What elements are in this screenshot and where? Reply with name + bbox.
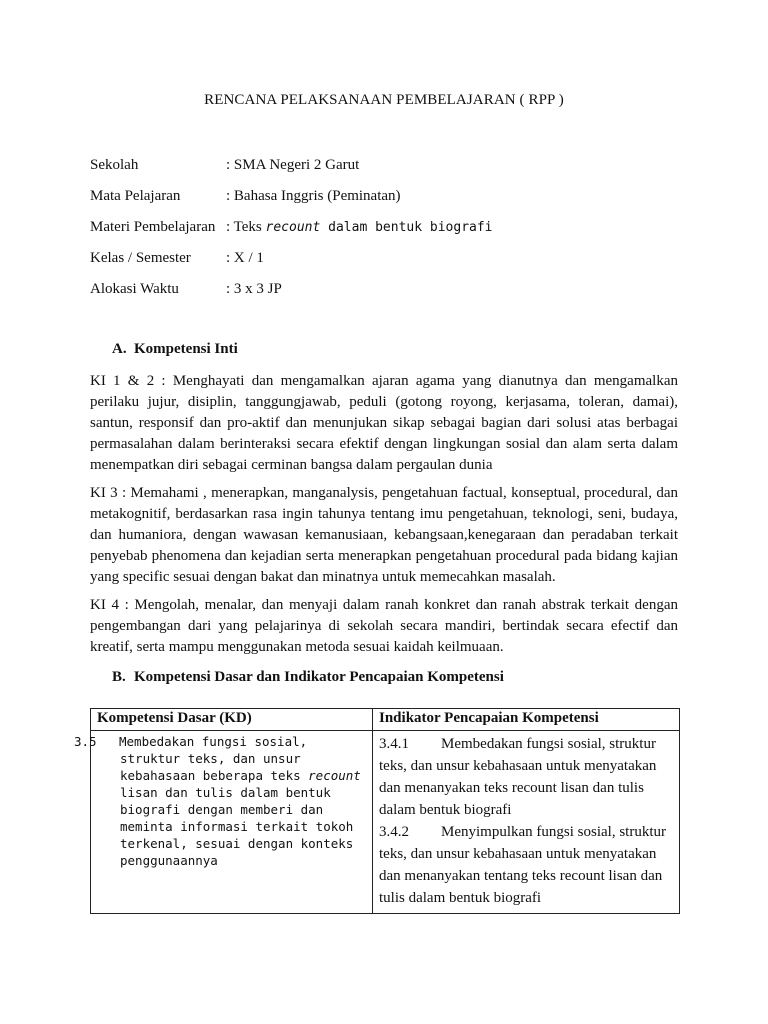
- kd-text-italic: recount: [308, 768, 361, 783]
- indicator-item: [379, 821, 673, 909]
- indicator-cell: [373, 731, 680, 914]
- identity-label: Materi Pembelajaran: [90, 219, 216, 235]
- section-title: Kompetensi Dasar dan Indikator Pencapaian Kompetensi: [134, 669, 504, 685]
- ki-3-paragraph: KI 3 : Memahami , menerapkan, manganalysis, pengetahuan factual, konseptual, procedural, dan metakognitif, berdasarkan rasa ingin tahunya tentang imu pengetahuan, teknologi, seni, budaya, dan humaniora, dengan wawasan kemanusiaan, kebangsaan,kenegaraan dan peradaban terkait penyebab phenomena dan kejadian serta menerapkan pengetahuan procedural pada bidang kajian yang specific sesuai dengan bakat dan minatnya untuk memecahkan masalah.: [90, 485, 678, 585]
- table-header-row: [91, 709, 680, 731]
- kd-number: 3.5: [74, 734, 97, 749]
- section-a-heading: [112, 341, 238, 358]
- identity-row-subject: [90, 186, 401, 206]
- section-b-heading: [112, 669, 504, 686]
- document-title: RENCANA PELAKSANAAN PEMBELAJARAN ( RPP ): [204, 92, 564, 108]
- kd-text-after: lisan dan tulis dalam bentuk biografi dengan memberi dan meminta informasi terkait tokoh terkenal, sesuai dengan konteks penggunaannya: [120, 785, 354, 868]
- indicator-item: [379, 733, 673, 821]
- identity-label: Alokasi Waktu: [90, 281, 179, 297]
- identity-value-italic: recount: [265, 220, 321, 235]
- identity-row-material: [90, 217, 493, 238]
- ki-4-paragraph: KI 4 : Mengolah, menalar, dan menyaji dalam ranah konkret dan ranah abstrak terkait dengan pengembangan dari yang pelajarinya di sekolah secara mandiri, bertindak secara efectif dan kreatif, serta mampu menggunakan metoda sesuai kaidah keilmuaan.: [90, 597, 678, 655]
- kd-text-before: Membedakan fungsi sosial, struktur teks, dan unsur kebahasaan beberapa teks: [119, 734, 309, 783]
- table-header-kd: Kompetensi Dasar (KD): [91, 709, 373, 731]
- indicator-number: 3.4.2: [379, 824, 409, 840]
- section-marker: B.: [112, 669, 126, 685]
- indicator-number: 3.4.1: [379, 736, 409, 752]
- identity-label: Kelas / Semester: [90, 250, 191, 266]
- identity-value: : X / 1: [226, 250, 264, 266]
- table-header-indicator: Indikator Pencapaian Kompetensi: [373, 709, 680, 731]
- competency-table: [74, 708, 680, 914]
- indicator-text: Membedakan fungsi sosial, struktur teks, dan unsur kebahasaan untuk menyatakan dan menanyakan teks recount lisan dan tulis dalam bentuk biografi: [379, 736, 657, 818]
- section-marker: A.: [112, 341, 127, 357]
- identity-value-prefix: : Teks: [226, 219, 266, 235]
- table-row: [91, 731, 680, 914]
- identity-row-school: [90, 155, 359, 175]
- indicator-text: Menyimpulkan fungsi sosial, struktur teks, dan unsur kebahasaan untuk menyatakan dan menanyakan tentang teks recount lisan dan tulis dalam bentuk biografi: [379, 824, 666, 906]
- ki-1-2-paragraph: KI 1 & 2 : Menghayati dan mengamalkan ajaran agama yang dianutnya dan mengamalkan perilaku jujur, disiplin, tanggungjawab, peduli (gotong royong, kerjasama, toleran, damai), santun, responsif dan pro-aktif dan menunjukan sikap sebagai bagian dari solusi atas berbagai permasalahan dalam berinteraksi secara efektif dengan lingkungan sosial dan alam serta dalam menempatkan diri sebagai cerminan bangsa dalam pergaulan dunia: [90, 373, 678, 473]
- identity-row-class: [90, 248, 264, 268]
- identity-value: : SMA Negeri 2 Garut: [226, 157, 360, 173]
- section-title: Kompetensi Inti: [134, 341, 238, 357]
- identity-value-suffix: dalam bentuk biografi: [320, 220, 493, 235]
- identity-row-time: [90, 279, 282, 299]
- identity-value: : 3 x 3 JP: [226, 281, 282, 297]
- kd-cell: [74, 731, 373, 914]
- identity-value: : Bahasa Inggris (Peminatan): [226, 188, 401, 204]
- identity-label: Sekolah: [90, 157, 139, 173]
- identity-label: Mata Pelajaran: [90, 188, 181, 204]
